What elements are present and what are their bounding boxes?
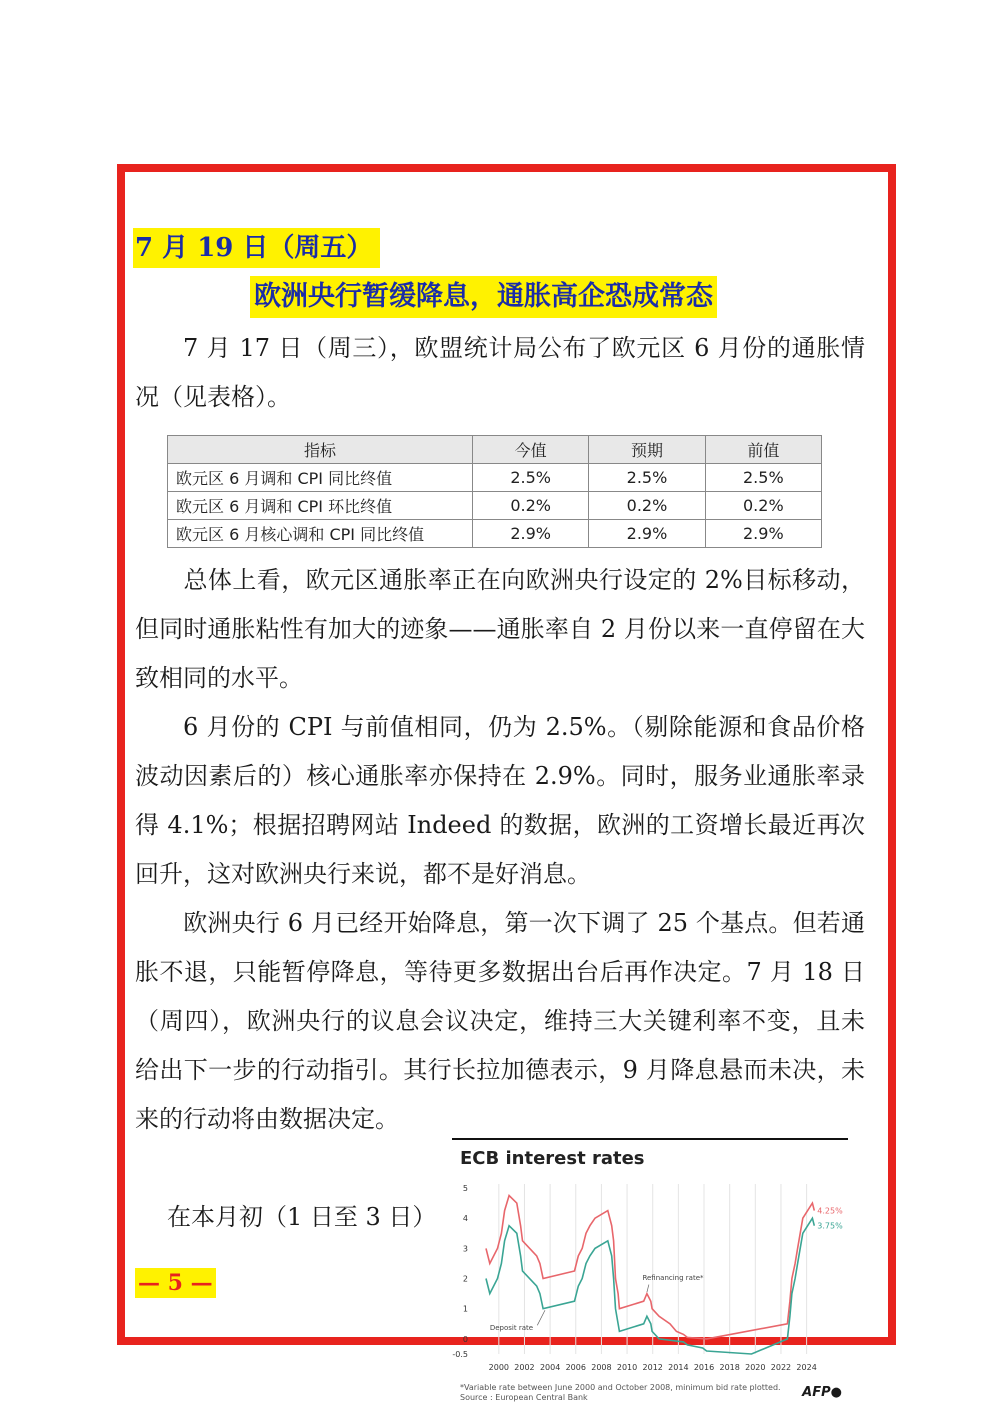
y-tick-label: -0.5 [452,1350,468,1359]
chart-footnote-text: *Variable rate between June 2000 and October 2008, minimum bid rate plotted. [460,1383,781,1392]
x-tick-label: 2004 [539,1363,561,1372]
paragraph-4: 欧洲央行 6 月已经开始降息，第一次下调了 25 个基点。但若通胀不退，只能暂停降息，等待更多数据出台后再作决定。7 月 18 日（周四），欧洲央行的议息会议决定，维持三大关键利率不变，且未给出下一步的行动指引。其行长拉加德表示，9 月降息悬而未决，未来的行动将由数据决定。 [135,909,865,1133]
table-cell: 欧元区 6 月调和 CPI 同比终值 [168,464,473,492]
table-cell: 2.9% [589,520,705,548]
x-tick-label: 2018 [719,1363,740,1372]
table-cell: 0.2% [589,492,705,520]
table-header-row [168,436,822,464]
table-cell: 2.5% [705,464,821,492]
table-cell: 2.5% [589,464,705,492]
chart-footnote [460,1383,781,1403]
refinancing-rate-pointer [647,1285,649,1293]
chart-plot [450,1138,850,1414]
x-tick-label: 2016 [693,1363,715,1372]
paragraph-2: 总体上看，欧元区通胀率正在向欧洲央行设定的 2%目标移动，但同时通胀粘性有加大的迹象——通胀率自 2 月份以来一直停留在大致相同的水平。 [135,566,865,692]
x-tick-label: 2002 [514,1363,535,1372]
x-tick-label: 2024 [796,1363,817,1372]
ecb-rates-chart [450,1138,850,1414]
table-cell: 2.9% [705,520,821,548]
inflation-table [167,435,822,548]
y-tick-label: 0 [462,1334,468,1344]
y-tick-label: 3 [462,1244,468,1254]
table-row [168,492,822,520]
x-tick-label: 2010 [616,1363,638,1372]
y-tick-label: 5 [462,1184,468,1193]
table-header-cell: 前值 [705,436,821,464]
table-cell: 2.5% [473,464,589,492]
table-header-cell: 指标 [168,436,473,464]
table-cell: 欧元区 6 月核心调和 CPI 同比终值 [168,520,473,548]
table-cell: 欧元区 6 月调和 CPI 环比终值 [168,492,473,520]
table-cell: 0.2% [473,492,589,520]
table-row [168,520,822,548]
deposit-rate-pointer [537,1310,545,1325]
y-tick-label: 1 [462,1304,468,1314]
table-header-cell: 今值 [473,436,589,464]
refinancing-rate-annotation: Refinancing rate* [642,1274,704,1283]
chart-title: ECB interest rates [460,1148,645,1169]
date-label: 7 月 19 日（周五） [133,228,380,268]
x-tick-label: 2022 [770,1363,792,1372]
paragraph-3: 6 月份的 CPI 与前值相同，仍为 2.5%。（剔除能源和食品价格波动因素后的）核心通胀率亦保持在 2.9%。同时，服务业通胀率录得 4.1%；根据招聘网站 Indeed 的数据，欧洲的工资增长最近再次回升，这对欧洲央行来说，都不是好消息。 [135,713,865,888]
paragraph-1: 7 月 17 日（周三），欧盟统计局公布了欧元区 6 月份的通胀情况（见表格）。 [135,334,865,411]
x-tick-label: 2006 [565,1363,586,1372]
x-tick-label: 2014 [668,1363,689,1372]
chart-source-text: Source : European Central Bank [460,1393,588,1402]
x-tick-label: 2012 [642,1363,663,1372]
y-tick-label: 4 [462,1214,468,1224]
refinancing-end-label: 4.25% [817,1206,843,1216]
page-number: — 5 — [135,1268,216,1298]
table-cell: 2.9% [473,520,589,548]
deposit-end-label: 3.75% [817,1221,843,1231]
headline: 欧洲央行暂缓降息，通胀高企恐成常态 [250,276,717,318]
afp-logo-text: AFP [802,1385,831,1400]
table-row [168,464,822,492]
table-header-cell: 预期 [589,436,705,464]
x-tick-label: 2020 [745,1363,766,1372]
deposit-rate-annotation: Deposit rate [489,1323,534,1332]
deposit-rate-line [486,1218,814,1354]
afp-logo: AFP● [802,1385,842,1400]
y-tick-label: 2 [462,1274,468,1284]
x-tick-label: 2008 [591,1363,612,1372]
table-cell: 0.2% [705,492,821,520]
paragraph-5: 在本月初（1 日至 3 日） [167,1203,437,1231]
refinancing-rate-line [486,1196,814,1339]
x-tick-label: 2000 [488,1363,510,1372]
